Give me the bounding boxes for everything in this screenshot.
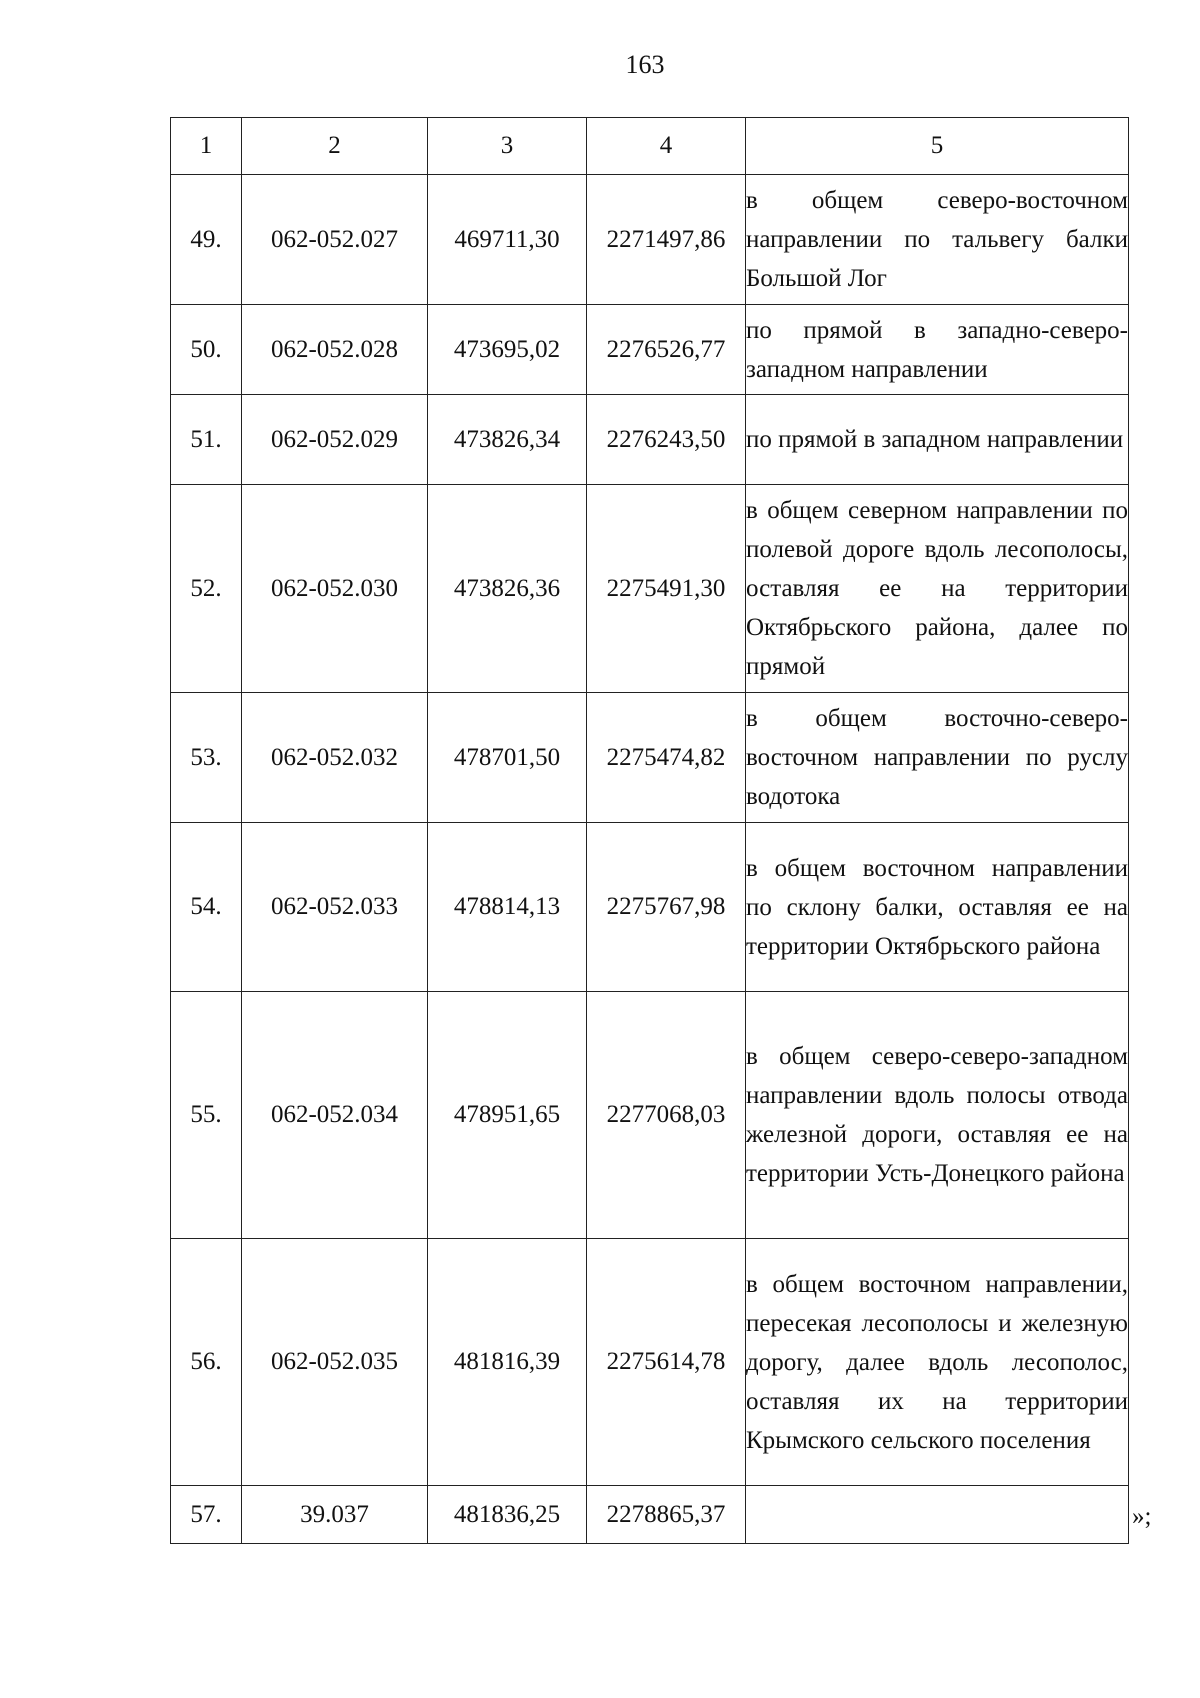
x-coordinate: 478814,13 [428, 823, 587, 992]
boundary-points-table [170, 117, 1129, 1544]
point-code: 062-052.032 [242, 693, 428, 823]
column-header: 1 [171, 118, 242, 175]
table-row [171, 693, 1129, 823]
table-row [171, 1239, 1129, 1486]
row-number: 53. [171, 693, 242, 823]
table-row [171, 485, 1129, 693]
y-coordinate: 2275614,78 [587, 1239, 746, 1486]
table-row [171, 175, 1129, 305]
row-number: 50. [171, 305, 242, 395]
y-coordinate: 2277068,03 [587, 992, 746, 1239]
row-number: 52. [171, 485, 242, 693]
closing-quote-mark: »; [1132, 1503, 1152, 1530]
y-coordinate: 2275491,30 [587, 485, 746, 693]
y-coordinate: 2275474,82 [587, 693, 746, 823]
point-code: 062-052.033 [242, 823, 428, 992]
point-code: 062-052.035 [242, 1239, 428, 1486]
column-header: 3 [428, 118, 587, 175]
row-number: 49. [171, 175, 242, 305]
column-header: 4 [587, 118, 746, 175]
y-coordinate: 2271497,86 [587, 175, 746, 305]
boundary-description: в общем восточном направлении, пересекая лесополосы и железную дорогу, далее вдоль лесополос, оставляя их на территории Крымского сельского поселения [746, 1239, 1129, 1486]
x-coordinate: 469711,30 [428, 175, 587, 305]
boundary-description: в общем северном направлении по полевой дороге вдоль лесополосы, оставляя ее на территории Октябрьского района, далее по прямой [746, 485, 1129, 693]
column-header: 2 [242, 118, 428, 175]
x-coordinate: 478701,50 [428, 693, 587, 823]
y-coordinate: 2276243,50 [587, 395, 746, 485]
boundary-description: в общем северо-северо-западном направлении вдоль полосы отвода железной дороги, оставляя ее на территории Усть-Донецкого района [746, 992, 1129, 1239]
point-code: 062-052.028 [242, 305, 428, 395]
point-code: 062-052.027 [242, 175, 428, 305]
x-coordinate: 473695,02 [428, 305, 587, 395]
x-coordinate: 473826,34 [428, 395, 587, 485]
table-row [171, 1486, 1129, 1544]
row-number: 54. [171, 823, 242, 992]
y-coordinate: 2278865,37 [587, 1486, 746, 1544]
row-number: 55. [171, 992, 242, 1239]
point-code: 062-052.034 [242, 992, 428, 1239]
boundary-description: в общем северо-восточном направлении по тальвегу балки Большой Лог [746, 175, 1129, 305]
x-coordinate: 473826,36 [428, 485, 587, 693]
point-code: 39.037 [242, 1486, 428, 1544]
boundary-description: по прямой в западно-северо-западном направлении [746, 305, 1129, 395]
table-row [171, 395, 1129, 485]
row-number: 51. [171, 395, 242, 485]
point-code: 062-052.030 [242, 485, 428, 693]
boundary-description: по прямой в западном направлении [746, 395, 1129, 485]
table-row [171, 992, 1129, 1239]
column-header: 5 [746, 118, 1129, 175]
table-row [171, 305, 1129, 395]
y-coordinate: 2276526,77 [587, 305, 746, 395]
row-number: 57. [171, 1486, 242, 1544]
page-number: 163 [625, 50, 665, 79]
table-header-row [171, 118, 1129, 175]
table-row [171, 823, 1129, 992]
boundary-description: в общем восточном направлении по склону балки, оставляя ее на территории Октябрьского района [746, 823, 1129, 992]
x-coordinate: 481816,39 [428, 1239, 587, 1486]
row-number: 56. [171, 1239, 242, 1486]
y-coordinate: 2275767,98 [587, 823, 746, 992]
x-coordinate: 481836,25 [428, 1486, 587, 1544]
point-code: 062-052.029 [242, 395, 428, 485]
boundary-description: в общем восточно-северо-восточном направлении по руслу водотока [746, 693, 1129, 823]
x-coordinate: 478951,65 [428, 992, 587, 1239]
boundary-description [746, 1486, 1129, 1544]
